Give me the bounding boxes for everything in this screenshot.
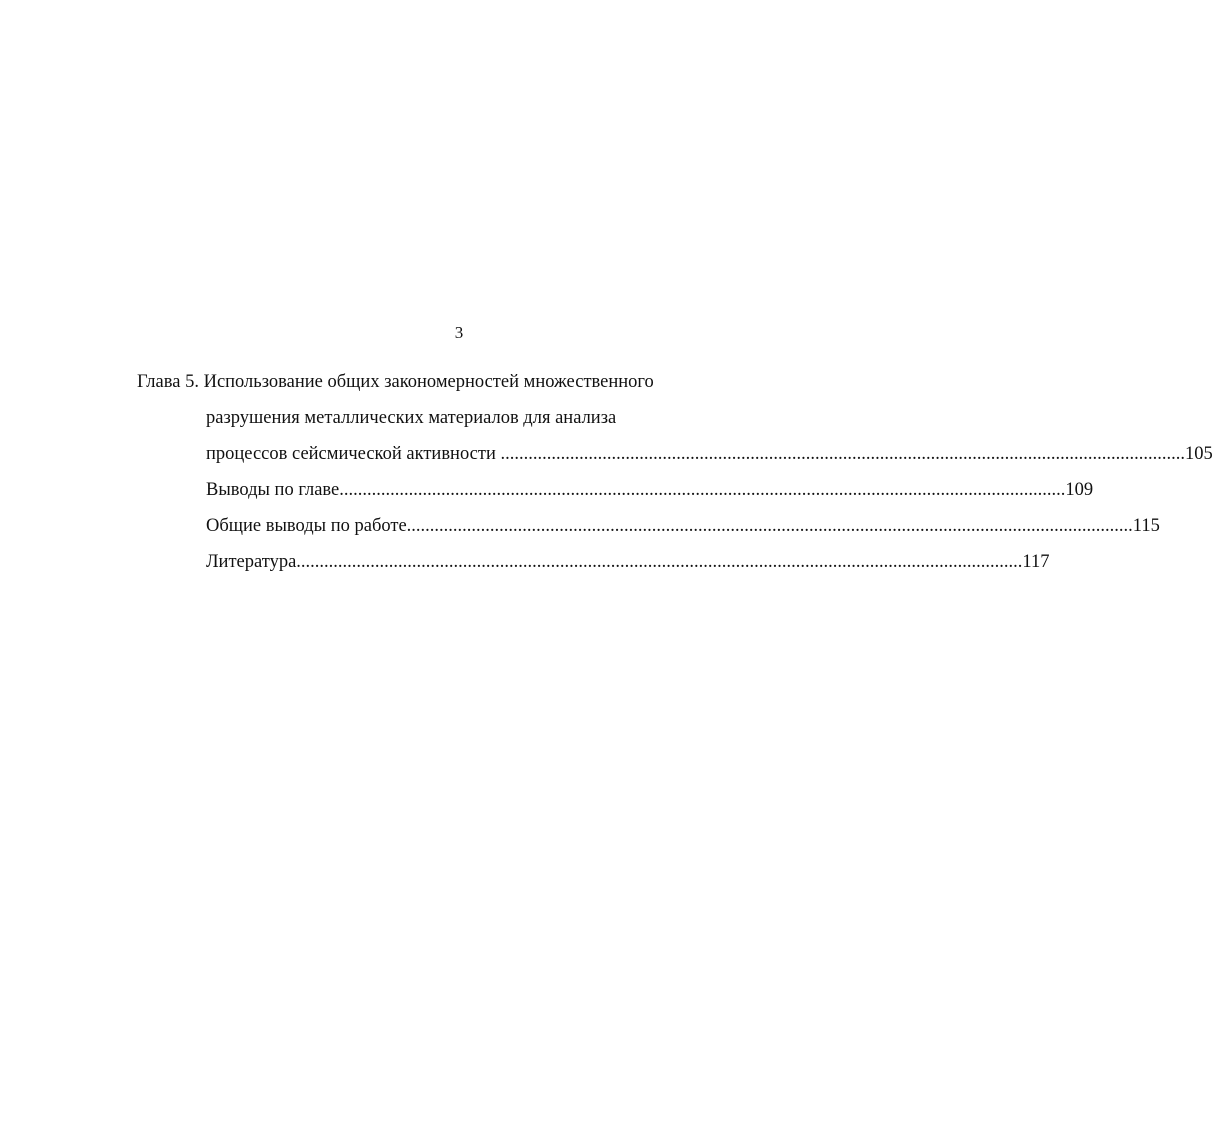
toc-leader-dots: ............................................................................................................................................................. bbox=[296, 552, 1023, 572]
toc-leader-dots: ............................................................................................................................................................. bbox=[339, 480, 1066, 500]
toc-page-ref: 115 bbox=[1132, 516, 1160, 536]
toc-page-ref: 105 bbox=[1185, 444, 1213, 464]
toc-entry-title: Выводы по главе bbox=[206, 480, 340, 500]
toc-page-ref: 117 bbox=[1022, 552, 1050, 572]
toc-page-ref: 109 bbox=[1065, 480, 1094, 500]
toc-entry-title: Общие выводы по работе bbox=[206, 516, 407, 536]
toc-chapter-title-line2: разрушения металлических материалов для анализа bbox=[206, 408, 617, 428]
toc-entry-title: Литература bbox=[206, 552, 297, 572]
toc-chapter-heading bbox=[137, 371, 654, 393]
toc-leader-dots: .................................................................................................................................................... bbox=[495, 444, 1185, 464]
page-number: 3 bbox=[454, 323, 464, 342]
toc-chapter-title-text: процессов сейсмической активности bbox=[206, 444, 496, 464]
toc-chapter-title-line1: Использование общих закономерностей множественного bbox=[203, 372, 654, 392]
toc-entry bbox=[206, 551, 1050, 573]
toc-entry bbox=[206, 515, 1160, 537]
toc-entry bbox=[206, 479, 1094, 501]
toc-chapter-label: Глава 5. bbox=[137, 372, 199, 392]
toc-leader-dots: ............................................................................................................................................................. bbox=[406, 516, 1133, 536]
toc-chapter-title-line3 bbox=[206, 443, 1213, 465]
